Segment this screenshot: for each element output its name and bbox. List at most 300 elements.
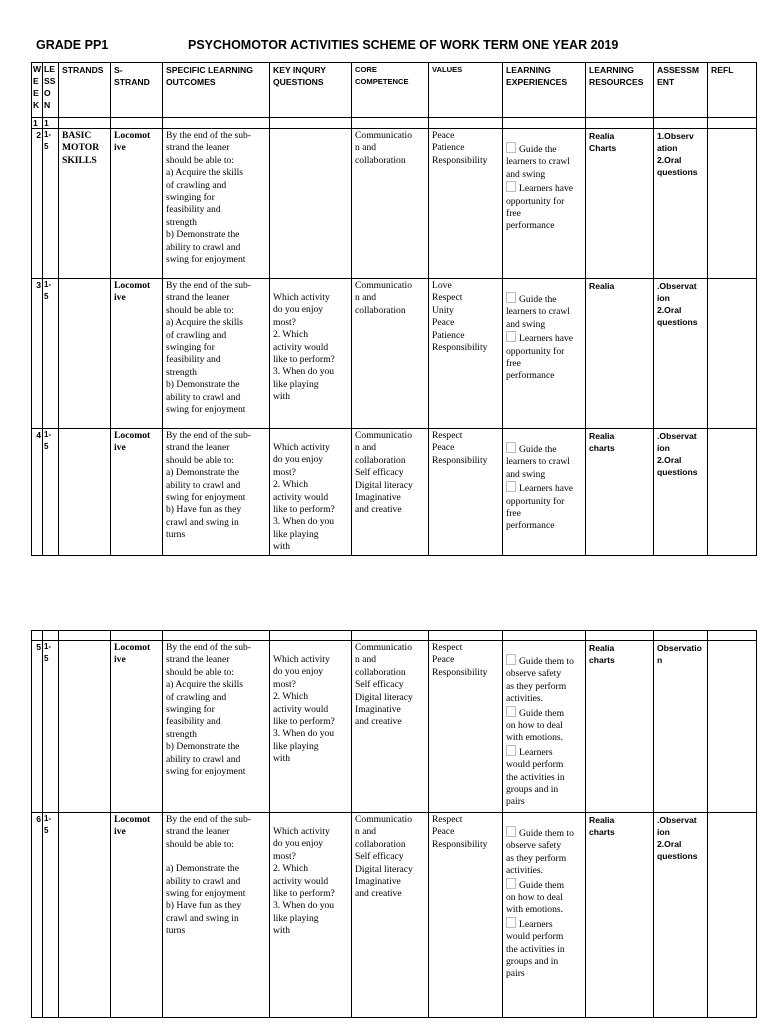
week-cell [32, 429, 43, 556]
text-line: Locomot [114, 130, 151, 141]
text-line: Imaginative [355, 876, 401, 888]
text-line: do you enjoy [273, 666, 324, 678]
text-line [506, 481, 582, 495]
experiences-cell [503, 813, 586, 1018]
text-line: 1- [44, 814, 52, 823]
text-line: ive [114, 442, 126, 454]
text-line: performance [506, 520, 555, 532]
col-strands: STRANDS [59, 63, 111, 118]
text-line: Which activity [273, 292, 330, 303]
text-line: Communicatio [355, 642, 413, 653]
text-line: Digital literacy [355, 691, 413, 703]
week-cell: 1 [32, 118, 43, 129]
text-line: activities. [506, 693, 544, 705]
table-row-week-2 [32, 129, 757, 279]
text-line: ability to crawl and [166, 753, 241, 765]
text-line: Responsibility [432, 838, 488, 850]
text-line: SKILLS [62, 154, 97, 166]
week-number: 6 [36, 814, 41, 824]
text-line: on how to deal [506, 720, 563, 732]
text-line: activity would [273, 875, 329, 887]
text-line: Observatio [657, 643, 702, 653]
inquiry-cell [270, 129, 352, 279]
outcomes-cell [163, 429, 270, 556]
col-outcomes: SPECIFIC LEARNING OUTCOMES [163, 63, 270, 118]
text-line: free [506, 508, 521, 520]
blank-line [273, 642, 348, 654]
text-line: b) Demonstrate the [166, 379, 240, 391]
text-line: n and [355, 292, 377, 304]
text-line: strand the leaner [166, 442, 230, 454]
blank-line [273, 814, 348, 826]
text-line: By the end of the sub- [166, 642, 251, 653]
bullet-text: Guide the [519, 294, 557, 305]
inquiry-cell [270, 813, 352, 1018]
bullet-box-icon [506, 917, 516, 928]
text-line: b) Have fun as they [166, 504, 242, 516]
text-line: swing for enjoyment [166, 492, 246, 504]
text-line: would perform [506, 931, 564, 943]
text-line: strand the leaner [166, 826, 230, 838]
text-line: strand the leaner [166, 292, 230, 304]
text-line: 1.Observ [657, 131, 694, 141]
text-line: Locomot [114, 280, 151, 291]
page-header [36, 38, 736, 54]
col-key-inquiry: KEY INQURY QUESTIONS [270, 63, 352, 118]
text-line: ive [114, 826, 126, 838]
col-values: VALUES [429, 63, 503, 118]
bullet-text: Learners [519, 746, 553, 758]
col-sub-strand: S- STRAND [111, 63, 163, 118]
reflection-cell [708, 129, 757, 279]
text-line: b) Demonstrate the [166, 741, 240, 753]
bullet-text: Learners [519, 918, 553, 930]
text-line: and creative [355, 888, 402, 900]
text-line: swinging for [166, 342, 215, 354]
text-line: 5 [44, 442, 49, 451]
resources-cell [586, 641, 654, 813]
col-resources: LEARNING RESOURCES [586, 63, 654, 118]
text-line: ation [657, 143, 678, 153]
text-line: swing for enjoyment [166, 888, 246, 900]
assessment-cell [654, 641, 708, 813]
text-line: By the end of the sub- [166, 814, 251, 825]
text-line: pairs [506, 796, 525, 808]
table-row-week-1 [32, 118, 757, 129]
text-line: most? [273, 850, 296, 862]
week-number: 5 [36, 642, 41, 652]
text-line: most? [273, 678, 296, 690]
text-line: 1- [44, 430, 52, 439]
blank-line [506, 642, 582, 654]
text-line: Peace [432, 826, 455, 838]
outcomes-cell [163, 279, 270, 429]
lesson-cell [43, 279, 59, 429]
text-line: feasibility and [166, 354, 221, 366]
text-line: opportunity for [506, 345, 565, 357]
text-line: 1- [44, 280, 52, 289]
bullet-text: Guide them [519, 707, 565, 719]
bullet-box-icon [506, 745, 516, 756]
bullet-box-icon [506, 181, 516, 192]
text-line: questions [657, 467, 698, 477]
text-line: like playing [273, 912, 319, 924]
text-line: ability to crawl and [166, 479, 241, 491]
text-line: swing for enjoyment [166, 254, 246, 266]
text-line: strength [166, 216, 197, 228]
text-line: 2.Oral [657, 455, 682, 465]
bullet-box-icon [506, 878, 516, 889]
text-line: Responsibility [432, 342, 488, 354]
core-competence-cell [352, 279, 429, 429]
inquiry-cell [270, 279, 352, 429]
text-line: crawl and swing in [166, 516, 239, 528]
text-line [506, 654, 582, 668]
text-line: Responsibility [432, 154, 488, 166]
text-line: and swing [506, 168, 546, 180]
text-line [506, 142, 582, 156]
text-line: most? [273, 316, 296, 328]
text-line: 2.Oral [657, 305, 682, 315]
bullet-box-icon [506, 654, 516, 665]
week-cell [32, 129, 43, 279]
text-line [506, 706, 582, 720]
strand-cell [59, 429, 111, 556]
text-line: pairs [506, 968, 525, 980]
col-assessment: ASSESSM ENT [654, 63, 708, 118]
table-row-week-3 [32, 279, 757, 429]
text-line: Realia [589, 431, 615, 441]
col-reflection: REFL [708, 63, 757, 118]
text-line: swing for enjoyment [166, 766, 246, 778]
text-line: Patience [432, 142, 465, 154]
text-line: Peace [432, 442, 455, 454]
text-line: Responsibility [432, 666, 488, 678]
text-line: like to perform? [273, 354, 335, 366]
experiences-cell [503, 279, 586, 429]
bullet-text: Learners have [519, 483, 574, 495]
text-line: a) Acquire the skills [166, 679, 243, 691]
text-line: should be able to: [166, 154, 234, 166]
text-line: free [506, 208, 521, 220]
text-line: learners to crawl [506, 156, 570, 168]
document-title: PSYCHOMOTOR ACTIVITIES SCHEME OF WORK TERM ONE YEAR 2019 [188, 38, 619, 52]
text-line: a) Demonstrate the [166, 467, 239, 479]
text-line [506, 917, 582, 931]
text-line: would perform [506, 759, 564, 771]
text-line: b) Have fun as they [166, 900, 242, 912]
text-line: as they perform [506, 852, 567, 864]
text-line: Unity [432, 304, 454, 316]
scheme-table-bottom [31, 630, 757, 1018]
text-line: observe safety [506, 668, 562, 680]
blank-line [506, 430, 582, 442]
text-line: ion [657, 827, 670, 837]
text-line: .Observat [657, 815, 697, 825]
text-line: 5 [44, 654, 49, 663]
text-line [506, 181, 582, 195]
text-line: Realia [589, 281, 615, 291]
values-cell [429, 129, 503, 279]
text-line: opportunity for [506, 195, 565, 207]
text-line: a) Acquire the skills [166, 167, 243, 179]
text-line: Communicatio [355, 280, 413, 291]
text-line: of crawling and [166, 691, 227, 703]
text-line: 2. Which [273, 691, 308, 703]
bullet-text: Guide them to [519, 828, 574, 839]
text-line: like to perform? [273, 504, 335, 516]
text-line: 3. When do you [273, 900, 335, 912]
text-line: activities. [506, 865, 544, 877]
experiences-cell [503, 129, 586, 279]
text-line: Realia [589, 815, 615, 825]
bullet-text: Guide the [519, 144, 557, 155]
text-line: with [273, 541, 291, 553]
values-cell [429, 429, 503, 556]
resources-cell [586, 129, 654, 279]
table-row-week-5 [32, 641, 757, 813]
blank-line [273, 280, 348, 292]
text-line: activity would [273, 341, 329, 353]
text-line: b) Demonstrate the [166, 229, 240, 241]
values-cell [429, 279, 503, 429]
text-line: and swing [506, 318, 546, 330]
text-line: strength [166, 366, 197, 378]
text-line: most? [273, 466, 296, 478]
text-line: charts [589, 655, 615, 665]
text-line [506, 745, 582, 759]
text-line: Locomot [114, 642, 151, 653]
bullet-text: Guide the [519, 444, 557, 455]
text-line: MOTOR [62, 142, 100, 154]
sub-strand-cell [111, 129, 163, 279]
text-line: should be able to: [166, 304, 234, 316]
text-line: on how to deal [506, 892, 563, 904]
text-line: Peace [432, 654, 455, 666]
text-line: strength [166, 728, 197, 740]
sub-strand-cell [111, 279, 163, 429]
text-line: with [273, 753, 291, 765]
text-line: 2. Which [273, 329, 308, 341]
header-row [32, 63, 757, 118]
text-line: collaboration [355, 304, 406, 316]
text-line: Peace [432, 317, 455, 329]
reflection-cell [708, 813, 757, 1018]
resources-cell [586, 813, 654, 1018]
text-line: like playing [273, 378, 319, 390]
text-line: questions [657, 167, 698, 177]
text-line: crawl and swing in [166, 912, 239, 924]
assessment-cell [654, 129, 708, 279]
text-line: the activities in [506, 943, 565, 955]
text-line: Realia [589, 131, 615, 141]
sub-strand-cell [111, 813, 163, 1018]
bullet-text: Guide them to [519, 656, 574, 667]
text-line: By the end of the sub- [166, 430, 251, 441]
text-line: with emotions. [506, 732, 564, 744]
text-line: questions [657, 851, 698, 861]
text-line: 2.Oral [657, 839, 682, 849]
text-line: 5 [44, 142, 49, 151]
assessment-cell [654, 279, 708, 429]
core-competence-cell [352, 129, 429, 279]
text-line: Respect [432, 814, 463, 825]
text-line: strand the leaner [166, 142, 230, 154]
text-line: should be able to: [166, 454, 234, 466]
text-line: questions [657, 317, 698, 327]
text-line: collaboration [355, 838, 406, 850]
bullet-text: Learners have [519, 183, 574, 195]
week-cell [32, 279, 43, 429]
bullet-box-icon [506, 292, 516, 303]
text-line: ability to crawl and [166, 391, 241, 403]
text-line: .Observat [657, 281, 697, 291]
text-line: ion [657, 293, 670, 303]
text-line: ive [114, 654, 126, 666]
text-line: and swing [506, 468, 546, 480]
text-line: performance [506, 220, 555, 232]
lesson-cell [43, 813, 59, 1018]
text-line: Respect [432, 642, 463, 653]
bullet-box-icon [506, 481, 516, 492]
text-line: do you enjoy [273, 838, 324, 850]
text-line: of crawling and [166, 179, 227, 191]
text-line [506, 826, 582, 840]
text-line: 3. When do you [273, 366, 335, 378]
bullet-box-icon [506, 706, 516, 717]
text-line [506, 292, 582, 306]
text-line: activity would [273, 491, 329, 503]
resources-cell [586, 279, 654, 429]
text-line: Charts [589, 143, 617, 153]
text-line: Digital literacy [355, 479, 413, 491]
text-line: a) Acquire the skills [166, 317, 243, 329]
text-line: should be able to: [166, 666, 234, 678]
week-cell [32, 813, 43, 1018]
core-competence-cell [352, 429, 429, 556]
text-line: Patience [432, 329, 465, 341]
text-line: swinging for [166, 192, 215, 204]
text-line: do you enjoy [273, 304, 324, 316]
text-line: ion [657, 443, 670, 453]
text-line: n and [355, 654, 377, 666]
text-line: and creative [355, 716, 402, 728]
bullet-box-icon [506, 826, 516, 837]
text-line: feasibility and [166, 716, 221, 728]
text-line: strand the leaner [166, 654, 230, 666]
text-line [506, 442, 582, 456]
text-line: ability to crawl and [166, 241, 241, 253]
bullet-box-icon [506, 331, 516, 342]
text-line: By the end of the sub- [166, 130, 251, 141]
text-line: n [657, 655, 663, 665]
core-competence-cell [352, 813, 429, 1018]
text-line: charts [589, 443, 615, 453]
blank-line [506, 280, 582, 292]
spacer-row [32, 631, 757, 641]
text-line: collaboration [355, 154, 406, 166]
lesson-cell [43, 429, 59, 556]
col-lesson: LE SS O N [43, 63, 59, 118]
text-line: the activities in [506, 771, 565, 783]
text-line: feasibility and [166, 204, 221, 216]
text-line: Responsibility [432, 454, 488, 466]
text-line: ive [114, 142, 126, 154]
text-line: n and [355, 826, 377, 838]
blank-line [166, 851, 266, 863]
text-line: with [273, 391, 291, 403]
text-line: Self efficacy [355, 467, 404, 479]
text-line [506, 331, 582, 345]
sub-strand-cell [111, 429, 163, 556]
core-competence-cell [352, 641, 429, 813]
text-line: turns [166, 925, 186, 937]
strand-cell [59, 129, 111, 279]
grade-label: GRADE PP1 [36, 38, 109, 52]
text-line: learners to crawl [506, 456, 570, 468]
text-line: 3. When do you [273, 728, 335, 740]
week-cell [32, 641, 43, 813]
text-line: like playing [273, 528, 319, 540]
col-core-competence: CORE COMPETENCE [352, 63, 429, 118]
text-line: as they perform [506, 680, 567, 692]
strand-cell [59, 813, 111, 1018]
experiences-cell [503, 641, 586, 813]
text-line: Imaginative [355, 492, 401, 504]
inquiry-cell [270, 641, 352, 813]
outcomes-cell [163, 813, 270, 1018]
text-line: n and [355, 142, 377, 154]
reflection-cell [708, 641, 757, 813]
week-number: 3 [36, 280, 41, 290]
table-row-week-6 [32, 813, 757, 1018]
table-row-week-4 [32, 429, 757, 556]
text-line: .Observat [657, 431, 697, 441]
text-line: Which activity [273, 826, 330, 837]
text-line: 5 [44, 292, 49, 301]
text-line: Communicatio [355, 814, 413, 825]
text-line: opportunity for [506, 495, 565, 507]
strand-cell [59, 641, 111, 813]
text-line: Which activity [273, 442, 330, 453]
text-line [506, 878, 582, 892]
lesson-cell: 1 [43, 118, 59, 129]
text-line: and creative [355, 504, 402, 516]
text-line: By the end of the sub- [166, 280, 251, 291]
text-line: collaboration [355, 666, 406, 678]
text-line: 2.Oral [657, 155, 682, 165]
text-line: n and [355, 442, 377, 454]
text-line: Imaginative [355, 704, 401, 716]
resources-cell [586, 429, 654, 556]
text-line: with [273, 925, 291, 937]
assessment-cell [654, 429, 708, 556]
text-line: swinging for [166, 704, 215, 716]
text-line: groups and in [506, 956, 559, 968]
text-line: charts [589, 827, 615, 837]
scheme-table-top [31, 62, 757, 556]
text-line: 5 [44, 826, 49, 835]
blank-line [506, 814, 582, 826]
assessment-cell [654, 813, 708, 1018]
values-cell [429, 813, 503, 1018]
outcomes-cell [163, 129, 270, 279]
text-line: with emotions. [506, 904, 564, 916]
text-line: Communicatio [355, 430, 413, 441]
text-line: Communicatio [355, 130, 413, 141]
text-line: groups and in [506, 784, 559, 796]
col-experiences: LEARNING EXPERIENCES [503, 63, 586, 118]
